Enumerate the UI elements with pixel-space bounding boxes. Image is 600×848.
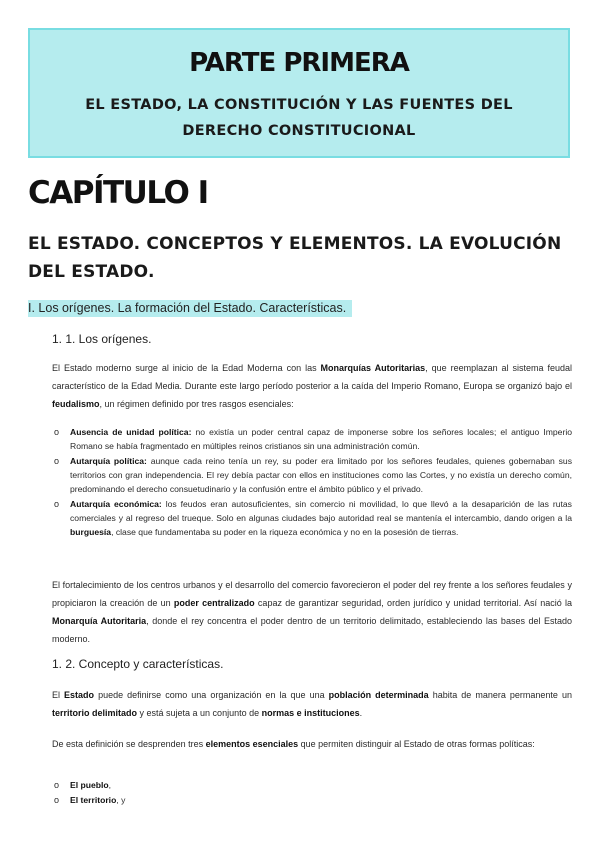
text-run: , que reemplazan al sistema feudal característico de la Edad Media. Durante este largo período posterior a la caída del Imperio Romano, Europa se organizó bajo el: [52, 363, 572, 391]
text-run: aunque cada reino tenía un rey, su poder era limitado por los señores feudales, quienes gobernaban sus territorios con gran independencia. El rey debía pactar con ellos en instituciones como las Cortes, y no existía un derecho común, predominando el derecho consuetudinario y la confusión entre el ámbito público y el privado.: [70, 456, 572, 494]
text-run: El fortalecimiento de los centros urbanos y el desarrollo del comercio favorecieron el poder del rey frente a los señores feudales y propiciaron la creación de un: [52, 580, 572, 608]
state-elements-list: [52, 778, 572, 808]
text-run: habita de manera permanente un: [428, 690, 572, 700]
bold-run: burguesía: [70, 527, 112, 537]
text-run: los feudos eran autosuficientes, sin comercio ni movilidad, lo que llevó a la desaparición de las rutas comerciales y al regreso del trueque. Solo en algunas ciudades bajo autoridad real se mantenía el intercambio, dando origen a la: [70, 499, 572, 523]
text-run: , un régimen definido por tres rasgos esenciales:: [99, 399, 294, 409]
bullet-marker: o: [54, 456, 60, 466]
text-run: , y: [116, 795, 126, 805]
subsection-title-origins: 1. 1. Los orígenes.: [52, 332, 152, 346]
text-run: y está sujeta a un conjunto de: [137, 708, 262, 718]
bullet-marker: o: [54, 499, 60, 509]
elements-intro-paragraph: [52, 735, 572, 753]
bold-run: Ausencia de unidad política:: [70, 427, 192, 437]
origins-intro-paragraph: [52, 359, 572, 413]
list-item: [52, 778, 572, 792]
bullet-marker: o: [54, 795, 60, 805]
text-run: .: [359, 708, 363, 718]
bold-run: población determinada: [328, 690, 429, 700]
part-subtitle: EL ESTADO, LA CONSTITUCIÓN Y LAS FUENTES DEL DERECHO CONSTITUCIONAL: [85, 97, 513, 139]
text-run: capaz de garantizar seguridad, orden jurídico y unidad territorial. Así nació la: [254, 598, 572, 608]
bold-run: feudalismo: [52, 399, 100, 409]
bold-run: Monarquía Autoritaria: [52, 616, 147, 626]
bold-run: Monarquías Autoritarias: [320, 363, 426, 373]
text-run: puede definirse como una organización en la que una: [94, 690, 329, 700]
bold-run: territorio delimitado: [52, 708, 138, 718]
text-run: , donde el rey concentra el poder dentro de un territorio delimitado, estableciendo las bases del Estado moderno.: [52, 616, 572, 644]
bold-run: Estado: [64, 690, 95, 700]
list-item: [52, 454, 572, 496]
subsection-title-concept: 1. 2. Concepto y características.: [52, 657, 224, 671]
bold-run: Autarquía política:: [70, 456, 147, 466]
chapter-title: CAPÍTULO I: [28, 175, 208, 211]
text-run: El: [52, 690, 65, 700]
bold-run: El pueblo: [70, 780, 109, 790]
feudalism-traits-list: [52, 425, 572, 540]
part-title: PARTE PRIMERA: [189, 48, 409, 78]
bold-run: Autarquía económica:: [70, 499, 162, 509]
list-item: [52, 497, 572, 539]
text-run: El Estado moderno surge al inicio de la Edad Moderna con las: [52, 363, 321, 373]
text-run: De esta definición se desprenden tres: [52, 739, 206, 749]
chapter-subtitle: EL ESTADO. CONCEPTOS Y ELEMENTOS. LA EVOLUCIÓN DEL ESTADO.: [28, 234, 562, 282]
bold-run: El territorio: [70, 795, 117, 805]
text-run: ,: [108, 780, 112, 790]
bold-run: normas e instituciones: [261, 708, 360, 718]
text-run: que permiten distinguir al Estado de otras formas políticas:: [298, 739, 535, 749]
state-definition-paragraph: [52, 686, 572, 722]
section-title: I. Los orígenes. La formación del Estado. Características.: [28, 300, 352, 317]
bold-run: elementos esenciales: [205, 739, 299, 749]
text-run: no existía un poder central capaz de imponerse sobre los señores locales; el antiguo Imperio Romano se había fragmentado en múltiples reinos cristianos sin una administración común.: [70, 427, 573, 451]
origins-closing-paragraph: [52, 576, 572, 648]
text-run: , clase que fundamentaba su poder en la riqueza económica y no en la posesión de tierras.: [111, 527, 459, 537]
list-item: [52, 793, 572, 807]
bullet-marker: o: [54, 780, 60, 790]
list-item: [52, 425, 572, 453]
bold-run: poder centralizado: [173, 598, 255, 608]
bullet-marker: o: [54, 427, 60, 437]
part-header-box: [28, 28, 570, 158]
